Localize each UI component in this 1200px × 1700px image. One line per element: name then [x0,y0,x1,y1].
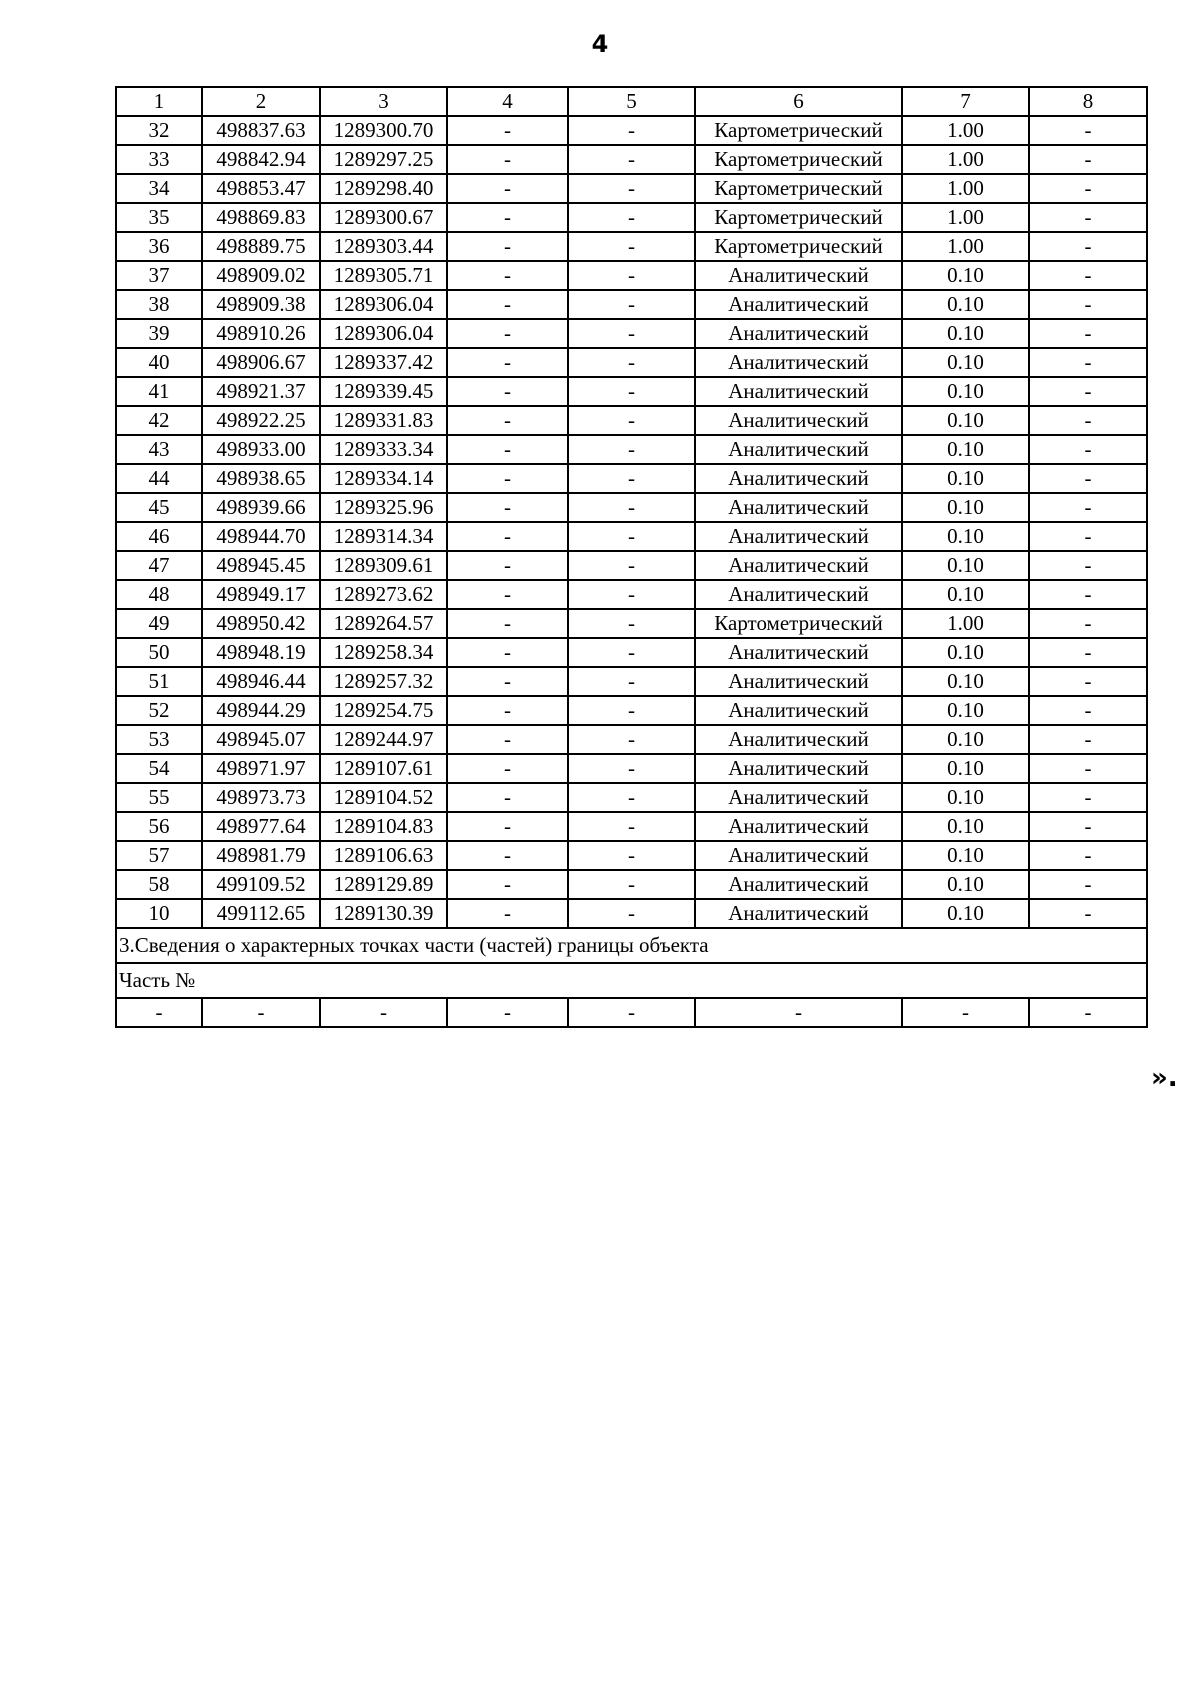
table-cell: - [568,203,695,232]
table-cell: 0.10 [902,638,1029,667]
table-cell: - [447,754,568,783]
table-cell: - [1029,348,1147,377]
table-cell: - [1029,609,1147,638]
table-cell: Картометрический [695,145,902,174]
table-cell: - [568,812,695,841]
table-cell: 48 [116,580,202,609]
table-cell: 50 [116,638,202,667]
table-cell: - [1029,203,1147,232]
table-cell: 1289254.75 [320,696,447,725]
table-cell: Картометрический [695,232,902,261]
table-cell: 0.10 [902,899,1029,928]
table-cell: 41 [116,377,202,406]
table-cell: 55 [116,783,202,812]
table-cell: - [568,435,695,464]
table-cell: - [447,609,568,638]
table-cell: - [1029,377,1147,406]
table-cell: 54 [116,754,202,783]
table-cell: - [568,696,695,725]
table-cell: 498945.45 [202,551,320,580]
table-cell: 1289257.32 [320,667,447,696]
table-cell: 43 [116,435,202,464]
table-cell: - [568,377,695,406]
table-cell: - [447,522,568,551]
table-cell: 0.10 [902,754,1029,783]
table-cell: 37 [116,261,202,290]
table-cell: 1289314.34 [320,522,447,551]
table-cell: 36 [116,232,202,261]
table-cell: - [1029,232,1147,261]
table-cell: 57 [116,841,202,870]
table-cell: - [568,290,695,319]
table-cell: - [568,580,695,609]
table-row [116,754,1147,783]
table-cell: 498938.65 [202,464,320,493]
table-cell: - [568,899,695,928]
table-cell: Аналитический [695,899,902,928]
table-row [116,580,1147,609]
table-cell: 1289334.14 [320,464,447,493]
table-cell: 1289129.89 [320,870,447,899]
page-number: 4 [591,30,609,58]
table-cell: 0.10 [902,725,1029,754]
table-cell: 1289300.70 [320,116,447,145]
table-row [116,174,1147,203]
table-cell: - [447,725,568,754]
table-cell: - [116,998,202,1027]
table-cell: - [1029,522,1147,551]
table-cell: 0.10 [902,580,1029,609]
table-cell: - [1029,290,1147,319]
table-cell: Аналитический [695,348,902,377]
table-cell: - [447,998,568,1027]
table-cell: 0.10 [902,841,1029,870]
table-cell: - [447,580,568,609]
table-cell: - [447,696,568,725]
table-cell: - [1029,464,1147,493]
table-cell: Картометрический [695,609,902,638]
table-cell: - [447,116,568,145]
table-cell: - [447,870,568,899]
table-cell: 1289309.61 [320,551,447,580]
table-cell: - [1029,667,1147,696]
table-cell: - [1029,406,1147,435]
table-cell: - [447,203,568,232]
table-cell: - [1029,551,1147,580]
table-cell: 1289333.34 [320,435,447,464]
table-cell: - [1029,812,1147,841]
table-cell: - [1029,493,1147,522]
table-cell: 1.00 [902,116,1029,145]
table-cell: 1289273.62 [320,580,447,609]
table-cell: 1289337.42 [320,348,447,377]
table-cell: Аналитический [695,464,902,493]
table-cell: 498837.63 [202,116,320,145]
table-cell: - [447,145,568,174]
section-title-row-text: 3.Сведения о характерных точках части (частей) границы объекта [116,928,1147,963]
table-cell: 0.10 [902,522,1029,551]
table-row [116,261,1147,290]
table-cell: - [447,261,568,290]
table-cell: 1289298.40 [320,174,447,203]
table-row [116,609,1147,638]
table-cell: 499112.65 [202,899,320,928]
table-cell: 0.10 [902,406,1029,435]
table-row [116,493,1147,522]
table-cell: 1289130.39 [320,899,447,928]
table-cell: - [568,998,695,1027]
table-cell: - [1029,145,1147,174]
table-cell: - [447,435,568,464]
table-cell: 0.10 [902,377,1029,406]
table-cell: 1289244.97 [320,725,447,754]
table-cell: 498944.29 [202,696,320,725]
table-cell: 7 [902,87,1029,116]
table-cell: - [568,725,695,754]
table-cell: - [320,998,447,1027]
table-cell: 44 [116,464,202,493]
table-cell: Аналитический [695,319,902,348]
table-cell: - [447,783,568,812]
table-row [116,232,1147,261]
table-cell: 38 [116,290,202,319]
table-cell: Аналитический [695,377,902,406]
table-cell: - [1029,870,1147,899]
table-cell: 1289339.45 [320,377,447,406]
table-cell: Аналитический [695,261,902,290]
table-cell: 498981.79 [202,841,320,870]
table-cell: 42 [116,406,202,435]
table-cell: 53 [116,725,202,754]
table-row [116,667,1147,696]
table-cell: - [447,551,568,580]
table-cell: - [902,998,1029,1027]
part-label-row [116,963,1147,998]
table-row [116,522,1147,551]
table-cell: 498977.64 [202,812,320,841]
table-cell: Аналитический [695,783,902,812]
table-cell: - [568,551,695,580]
table-cell: Аналитический [695,580,902,609]
table-cell: 498950.42 [202,609,320,638]
table-cell: - [1029,725,1147,754]
table-cell: 498973.73 [202,783,320,812]
table-cell: 1289306.04 [320,319,447,348]
table-cell: 2 [202,87,320,116]
table-cell: - [1029,696,1147,725]
table-cell: 1.00 [902,609,1029,638]
table-cell: 498939.66 [202,493,320,522]
table-cell: - [1029,261,1147,290]
table-cell: 1 [116,87,202,116]
table-cell: 0.10 [902,464,1029,493]
table-cell: - [1029,319,1147,348]
table-cell: Аналитический [695,290,902,319]
table-row [116,841,1147,870]
table-cell: Картометрический [695,203,902,232]
table-cell: 498922.25 [202,406,320,435]
table-row [116,638,1147,667]
table-cell: 4 [447,87,568,116]
table-cell: Аналитический [695,696,902,725]
table-cell: - [447,899,568,928]
table-cell: 498909.02 [202,261,320,290]
table-cell: - [568,609,695,638]
table-cell: 498889.75 [202,232,320,261]
table-cell: 499109.52 [202,870,320,899]
table-row [116,377,1147,406]
table-cell: 1289258.34 [320,638,447,667]
table-cell: - [1029,580,1147,609]
part-label-row-text: Часть № [116,963,1147,998]
section-title-row [116,928,1147,963]
table-cell: 5 [568,87,695,116]
table-cell: 498971.97 [202,754,320,783]
table-row [116,348,1147,377]
table-cell: - [1029,116,1147,145]
table-row [116,899,1147,928]
table-cell: 58 [116,870,202,899]
table-cell: - [568,493,695,522]
table-cell: 498946.44 [202,667,320,696]
table-row [116,725,1147,754]
table-cell: Картометрический [695,174,902,203]
table-cell: - [1029,638,1147,667]
table-cell: 0.10 [902,870,1029,899]
table-cell: 1.00 [902,232,1029,261]
table-row [116,406,1147,435]
table-cell: 1289331.83 [320,406,447,435]
table-cell: - [447,232,568,261]
table-cell: 498853.47 [202,174,320,203]
table-cell: 1.00 [902,145,1029,174]
table-cell: - [568,319,695,348]
table-cell: - [447,406,568,435]
table-cell: 498906.67 [202,348,320,377]
table-cell: 1289264.57 [320,609,447,638]
table-cell: - [1029,435,1147,464]
table-cell: - [447,464,568,493]
table-cell: 0.10 [902,812,1029,841]
table-cell: Аналитический [695,406,902,435]
table-cell: 0.10 [902,696,1029,725]
table-cell: - [447,638,568,667]
table-cell: 498945.07 [202,725,320,754]
table-cell: - [1029,754,1147,783]
table-cell: - [568,667,695,696]
table-cell: Картометрический [695,116,902,145]
table-cell: 0.10 [902,319,1029,348]
table-cell: 45 [116,493,202,522]
table-cell: Аналитический [695,551,902,580]
table-cell: - [447,174,568,203]
table-cell: - [1029,998,1147,1027]
table-cell: 1289104.52 [320,783,447,812]
table-cell: Аналитический [695,841,902,870]
table-cell: 498910.26 [202,319,320,348]
table-cell: 1289325.96 [320,493,447,522]
table-cell: - [202,998,320,1027]
table-cell: - [447,377,568,406]
table-cell: - [568,174,695,203]
table-row [116,783,1147,812]
table-cell: 8 [1029,87,1147,116]
table-cell: 1289104.83 [320,812,447,841]
table-cell: - [1029,783,1147,812]
table-cell: 52 [116,696,202,725]
table-cell: - [447,812,568,841]
table-cell: 1.00 [902,203,1029,232]
table-cell: 498909.38 [202,290,320,319]
table-cell: - [695,998,902,1027]
table-cell: - [568,261,695,290]
table-cell: - [1029,841,1147,870]
table-cell: 3 [320,87,447,116]
table-cell: - [568,870,695,899]
table-cell: 0.10 [902,290,1029,319]
table-cell: 0.10 [902,783,1029,812]
table-row [116,998,1147,1027]
table-cell: 47 [116,551,202,580]
table-cell: 0.10 [902,348,1029,377]
table-row [116,290,1147,319]
table-cell: 46 [116,522,202,551]
table-cell: - [447,841,568,870]
table-cell: Аналитический [695,667,902,696]
table-cell: - [447,667,568,696]
table-row [116,435,1147,464]
table-cell: 49 [116,609,202,638]
table-cell: - [447,348,568,377]
table-cell: 0.10 [902,667,1029,696]
table-cell: - [568,116,695,145]
table-cell: 10 [116,899,202,928]
table-cell: - [568,232,695,261]
table-row [116,551,1147,580]
table-cell: 56 [116,812,202,841]
table-cell: 1289306.04 [320,290,447,319]
table-cell: 34 [116,174,202,203]
table-cell: 498944.70 [202,522,320,551]
table-cell: - [1029,174,1147,203]
table-cell: 6 [695,87,902,116]
table-cell: 498948.19 [202,638,320,667]
coordinates-table [115,86,1148,1028]
table-cell: - [568,754,695,783]
table-cell: 39 [116,319,202,348]
table-cell: 498933.00 [202,435,320,464]
table-cell: 1.00 [902,174,1029,203]
table-cell: 0.10 [902,493,1029,522]
table-cell: - [1029,899,1147,928]
table-row [116,203,1147,232]
table-cell: Аналитический [695,493,902,522]
table-cell: - [568,145,695,174]
table-cell: 498949.17 [202,580,320,609]
table-row [116,812,1147,841]
table-cell: 0.10 [902,435,1029,464]
table-cell: Аналитический [695,522,902,551]
table-cell: - [447,319,568,348]
table-cell: - [568,464,695,493]
table-cell: Аналитический [695,754,902,783]
table-cell: Аналитический [695,870,902,899]
table-cell: 498842.94 [202,145,320,174]
table-cell: 35 [116,203,202,232]
table-cell: 498869.83 [202,203,320,232]
table-cell: 1289305.71 [320,261,447,290]
table-cell: - [568,406,695,435]
table-cell: - [568,841,695,870]
closing-quote: ». [1151,1063,1178,1093]
table-cell: 32 [116,116,202,145]
table-cell: Аналитический [695,638,902,667]
table-cell: 51 [116,667,202,696]
table-cell: Аналитический [695,725,902,754]
table-cell: 1289107.61 [320,754,447,783]
table-row [116,696,1147,725]
table-header-row [116,87,1147,116]
table-row [116,464,1147,493]
table-cell: - [568,638,695,667]
table-cell: 1289300.67 [320,203,447,232]
table-cell: 0.10 [902,261,1029,290]
table-cell: - [447,290,568,319]
table-cell: Аналитический [695,435,902,464]
table-cell: - [447,493,568,522]
table-cell: Аналитический [695,812,902,841]
table-row [116,116,1147,145]
table-row [116,870,1147,899]
table-cell: 498921.37 [202,377,320,406]
table-cell: 33 [116,145,202,174]
table-cell: 1289303.44 [320,232,447,261]
table-row [116,319,1147,348]
table-cell: 40 [116,348,202,377]
table-cell: 1289297.25 [320,145,447,174]
table-row [116,145,1147,174]
table-cell: - [568,522,695,551]
table-cell: - [568,348,695,377]
table-cell: 0.10 [902,551,1029,580]
table-cell: - [568,783,695,812]
table-cell: 1289106.63 [320,841,447,870]
